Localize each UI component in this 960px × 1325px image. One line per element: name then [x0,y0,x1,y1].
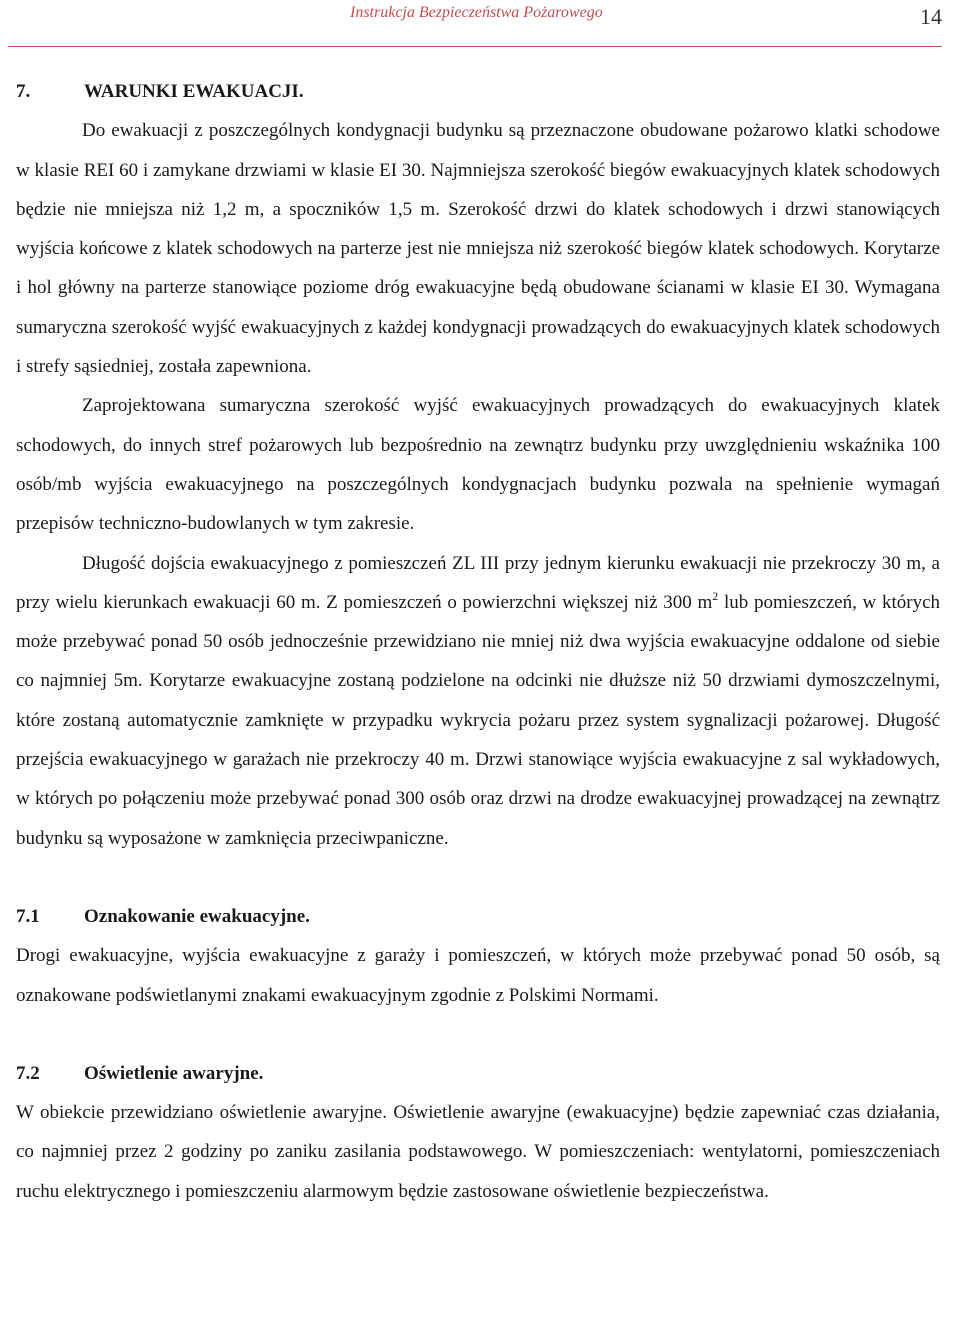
section-heading-7-1 [16,897,940,936]
document-body [16,72,940,1211]
section-heading-7-2 [16,1054,940,1093]
header-divider [8,46,942,47]
section-heading-7 [16,72,940,111]
page-number: 14 [920,4,942,29]
section-title: Oznakowanie ewakuacyjne. [84,905,310,927]
paragraph: W obiekcie przewidziano oświetlenie awaryjne. Oświetlenie awaryjne (ewakuacyjne) będzie zapewniać czas działania, co najmniej przez 2 godziny po zaniku zasilania podstawowego. W pomieszczeniach: wentylatorni, pomieszczeniach ruchu elektrycznego i pomieszczeniu alarmowym będzie zastosowane oświetlenie bezpieczeństwa. [16,1102,940,1202]
section-number: 7.2 [16,1062,40,1084]
section-number: 7. [16,81,31,102]
paragraph-text: lub pomieszczeń, w których może przebywać ponad 50 osób jednocześnie przewidziano nie mniej niż dwa wyjścia ewakuacyjne oddalone od siebie co najmniej 5m. Korytarze ewakuacyjne zostaną podzielone na odcinki nie dłuższe niż 50 drzwiami dymoszczelnymi, które zostaną automatycznie zamknięte w przypadku wykrycia pożaru przez system sygnalizacji pożarowej. Długość przejścia ewakuacyjnego w garażach nie przekroczy 40 m. Drzwi stanowiące wyjścia ewakuacyjne z sal wykładowych, w których po połączeniu może przebywać ponad 300 osób oraz drzwi na drodze ewakuacyjnej prowadzącej na zewnątrz budynku są wyposażone w zamknięcia przeciwpaniczne. [16,591,940,849]
page-header [0,0,960,50]
paragraph-text: Długość dojścia ewakuacyjnego z pomieszczeń ZL III przy jednym kierunku ewakuacji nie przekroczy 30 m, a przy wielu kierunkach ewakuacji 60 m. Z pomieszczeń o powierzchni większej niż 300 m [16,552,940,613]
section-title: WARUNKI EWAKUACJI. [84,81,304,102]
paragraph [16,544,940,858]
spacer [16,858,940,897]
paragraph: Zaprojektowana sumaryczna szerokość wyjść ewakuacyjnych prowadzących do ewakuacyjnych klatek schodowych, do innych stref pożarowych lub bezpośrednio na zewnątrz budynku przy uwzględnieniu wskaźnika 100 osób/mb wyjścia ewakuacyjnego na poszczególnych kondygnacjach budynku pozwala na spełnienie wymagań przepisów techniczno-budowlanych w tym zakresie. [16,395,940,535]
section-title: Oświetlenie awaryjne. [84,1062,264,1084]
section-number: 7.1 [16,905,40,927]
superscript: 2 [712,588,719,603]
header-title: Instrukcja Bezpieczeństwa Pożarowego [350,4,603,21]
paragraph: Do ewakuacji z poszczególnych kondygnacji budynku są przeznaczone obudowane pożarowo klatki schodowe w klasie REI 60 i zamykane drzwiami w klasie EI 30. Najmniejsza szerokość biegów ewakuacyjnych klatek schodowych będzie nie mniejsza niż 1,2 m, a spoczników 1,5 m. Szerokość drzwi do klatek schodowych i drzwi stanowiących wyjścia końcowe z klatek schodowych na parterze jest nie mniejsza niż szerokość biegów klatek schodowych. Korytarze i hol główny na parterze stanowiące poziome dróg ewakuacyjne będą obudowane ścianami w klasie EI 30. Wymagana sumaryczna szerokość wyjść ewakuacyjnych z każdej kondygnacji prowadzących do ewakuacyjnych klatek schodowych i strefy sąsiedniej, została zapewniona. [16,120,940,378]
spacer [16,1015,940,1054]
paragraph: Drogi ewakuacyjne, wyjścia ewakuacyjne z garaży i pomieszczeń, w których może przebywać ponad 50 osób, są oznakowane podświetlanymi znakami ewakuacyjnym zgodnie z Polskimi Normami. [16,945,940,1006]
